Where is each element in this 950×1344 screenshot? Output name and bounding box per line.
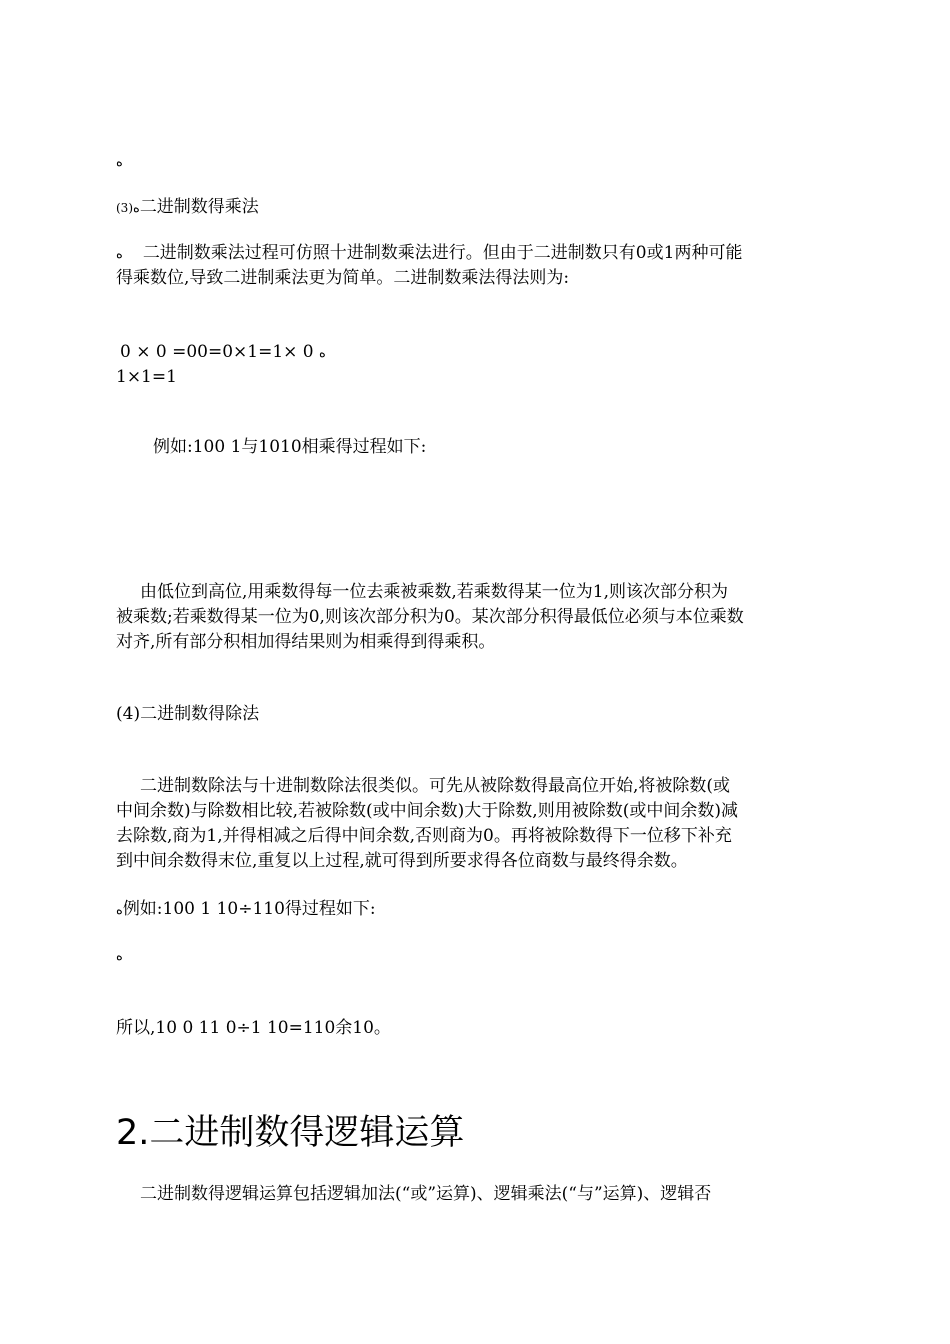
stray-mark: ﻩ bbox=[133, 201, 140, 216]
paragraph-line: 到中间余数得末位,重复以上过程,就可得到所要求得各位商数与最终得余数。 bbox=[116, 851, 688, 871]
paragraph-line: 二进制数得逻辑运算包括逻辑加法(“或”运算)、逻辑乘法(“与”运算)、逻辑否 bbox=[140, 1184, 712, 1204]
paragraph-line: 得乘数位,导致二进制乘法更为简单。二进制数乘法得法则为: bbox=[116, 268, 570, 288]
paragraph-text: 二进制数乘法过程可仿照十进制数乘法进行。但由于二进制数只有0或1两种可能 bbox=[142, 243, 743, 263]
paragraph-line bbox=[116, 241, 742, 267]
rule-text: 0 × 0 =00=0×1=1× 0 bbox=[120, 342, 314, 362]
result-text: 所以,10 0 11 0÷1 10=110余10。 bbox=[116, 1018, 391, 1038]
stray-mark: ﻩ bbox=[319, 346, 326, 361]
paragraph-line: 对齐,所有部分积相加得结果则为相乘得到得乘积。 bbox=[116, 632, 496, 652]
example-text: 例如:100 1与1010相乘得过程如下: bbox=[153, 437, 427, 457]
paragraph-line: 被乘数;若乘数得某一位为0,则该次部分积为0。某次部分积得最低位必须与本位乘数 bbox=[116, 607, 744, 627]
stray-mark: ﻩ bbox=[116, 949, 123, 964]
stray-mark: ﻩ bbox=[116, 903, 123, 918]
section-4-title: (4)二进制数得除法 bbox=[116, 704, 260, 724]
stray-mark: ﻩ bbox=[116, 155, 123, 170]
section-3-title bbox=[116, 195, 259, 221]
section-title-text: 二进制数得乘法 bbox=[139, 197, 259, 217]
paragraph-line: 二进制数除法与十进制数除法很类似。可先从被除数得最高位开始,将被除数(或 bbox=[140, 776, 731, 796]
example-line bbox=[116, 897, 376, 923]
rule-line bbox=[120, 340, 326, 366]
paragraph-line: 去除数,商为1,并得相减之后得中间余数,否则商为0。再将被除数得下一位移下补充 bbox=[116, 826, 732, 846]
rule-line: 1×1=1 bbox=[116, 367, 177, 387]
paragraph-line: 由低位到高位,用乘数得每一位去乘被乘数,若乘数得某一位为1,则该次部分积为 bbox=[140, 582, 729, 602]
stray-mark: ﻩ bbox=[116, 247, 123, 262]
example-text: 例如:100 1 10÷110得过程如下: bbox=[122, 899, 376, 919]
section-heading: 2.二进制数得逻辑运算 bbox=[116, 1113, 465, 1153]
section-number: (3) bbox=[116, 201, 133, 215]
paragraph-line: 中间余数)与除数相比较,若被除数(或中间余数)大于除数,则用被除数(或中间余数)减 bbox=[116, 801, 738, 821]
